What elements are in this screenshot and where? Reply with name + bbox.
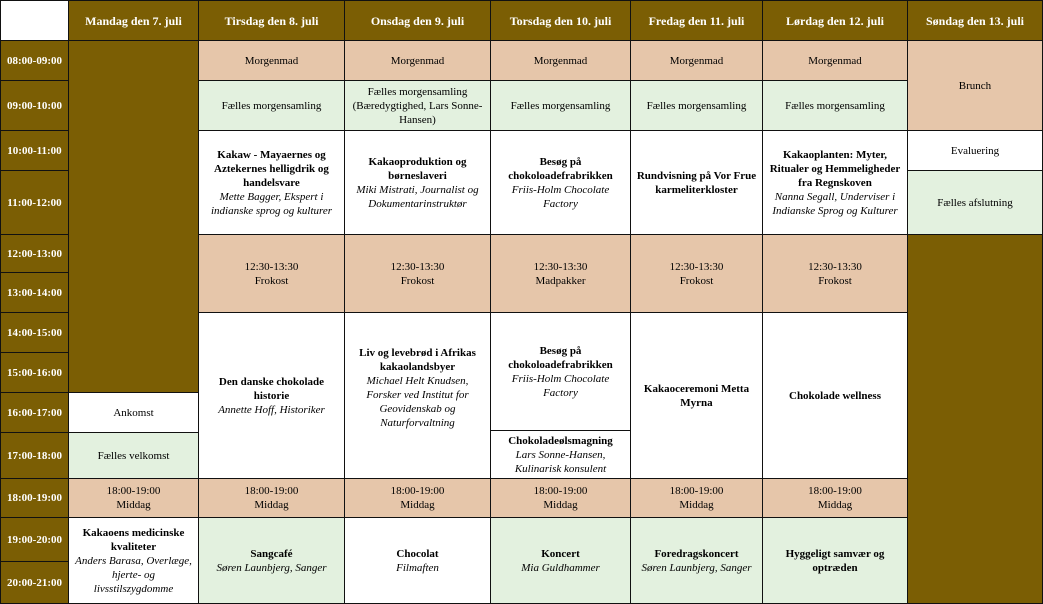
wednesday-lunch — [344, 234, 491, 313]
event-speaker: Mia Guldhammer — [521, 561, 600, 574]
event-title: Koncert — [541, 547, 580, 560]
event-title: Besøg på chokoloadefrabrikken — [508, 155, 613, 182]
tuesday-breakfast: Morgenmad — [198, 40, 345, 81]
event-speaker: Miki Mistrati, Journalist og Dokumentarinstruktør — [356, 183, 479, 210]
time-slot: 10:00-11:00 — [0, 130, 69, 171]
meal-label: Middag — [254, 499, 289, 511]
event-title: Chocolat — [396, 547, 439, 560]
time-slot: 16:00-17:00 — [0, 392, 69, 433]
tuesday-lunch — [198, 234, 345, 313]
event-title: Hyggeligt samvær og optræden — [785, 547, 885, 574]
time-slot: 11:00-12:00 — [0, 170, 69, 235]
wednesday-assembly: Fælles morgensamling (Bæredygtighed, Lars Sonne-Hansen) — [344, 80, 491, 131]
meal-label: Madpakker — [535, 274, 586, 287]
event-speaker: Nanna Segall, Underviser i Indianske Sprog og Kulturer — [772, 190, 898, 217]
time-slot: 17:00-18:00 — [0, 432, 69, 479]
thursday-lunch — [490, 234, 631, 313]
friday-assembly: Fælles morgensamling — [630, 80, 763, 131]
thursday-afternoon-visit — [490, 312, 631, 431]
time-slot: 15:00-16:00 — [0, 352, 69, 393]
sunday-brunch: Brunch — [907, 40, 1043, 131]
meal-label: Frokost — [400, 274, 435, 287]
meal-label: Frokost — [254, 274, 289, 287]
event-speaker: Mette Bagger, Ekspert i indianske sprog og kulturer — [210, 190, 333, 217]
monday-empty-block — [68, 40, 199, 393]
event-speaker: Annette Hoff, Historiker — [218, 403, 325, 416]
thursday-morning-visit — [490, 130, 631, 235]
saturday-breakfast: Morgenmad — [762, 40, 908, 81]
thursday-breakfast: Morgenmad — [490, 40, 631, 81]
day-header-saturday: Lørdag den 12. juli — [762, 0, 908, 41]
sunday-empty-block — [907, 234, 1043, 604]
meal-time: 18:00-19:00 — [390, 485, 445, 497]
monday-velkomst: Fælles velkomst — [68, 432, 199, 479]
monday-ankomst: Ankomst — [68, 392, 199, 433]
event-title: Den danske chokolade historie — [218, 375, 325, 402]
friday-dinner — [630, 478, 763, 518]
time-slot: 12:00-13:00 — [0, 234, 69, 273]
friday-evening — [630, 517, 763, 604]
sunday-evaluering: Evaluering — [907, 130, 1043, 171]
time-slot: 09:00-10:00 — [0, 80, 69, 131]
event-speaker: Filmaften — [396, 561, 439, 574]
meal-time: 18:00-19:00 — [808, 485, 862, 497]
corner-cell — [0, 0, 69, 41]
event-title: Kakaw - Mayaernes og Aztekernes helligdrik og handelsvare — [214, 148, 329, 189]
tuesday-assembly: Fælles morgensamling — [198, 80, 345, 131]
time-slot: 13:00-14:00 — [0, 272, 69, 313]
day-header-wednesday: Onsdag den 9. juli — [344, 0, 491, 41]
wednesday-dinner — [344, 478, 491, 518]
tuesday-afternoon-talk — [198, 312, 345, 479]
event-speaker: Lars Sonne-Hansen, Kulinarisk konsulent — [514, 448, 607, 475]
event-title: Liv og levebrød i Afrikas kakaolandsbyer — [359, 347, 476, 373]
event-title: Kakaoceremoni Metta Myrna — [643, 382, 750, 409]
friday-morning-tour — [630, 130, 763, 235]
monday-dinner — [68, 478, 199, 518]
event-title: Chokolade wellness — [789, 389, 881, 402]
event-title: Foredragskoncert — [654, 547, 739, 560]
meal-time: 12:30-13:30 — [390, 260, 445, 273]
saturday-assembly: Fælles morgensamling — [762, 80, 908, 131]
meal-label: Frokost — [818, 274, 852, 287]
event-title: Kakaoplanten: Myter, Ritualer og Hemmeligheder fra Regnskoven — [769, 148, 901, 189]
event-speaker: Søren Launbjerg, Sanger — [216, 561, 327, 574]
meal-time: 12:30-13:30 — [669, 260, 724, 273]
saturday-lunch — [762, 234, 908, 313]
time-slot: 20:00-21:00 — [0, 561, 69, 604]
time-slot: 19:00-20:00 — [0, 517, 69, 562]
meal-label: Middag — [543, 499, 578, 511]
event-title: Chokoladeølsmagning — [508, 434, 613, 447]
saturday-morning-talk — [762, 130, 908, 235]
friday-lunch — [630, 234, 763, 313]
time-slot: 14:00-15:00 — [0, 312, 69, 353]
meal-label: Middag — [400, 499, 435, 511]
saturday-wellness — [762, 312, 908, 479]
event-title: Kakaoens medicinske kvaliteter — [82, 526, 185, 553]
day-header-monday: Mandag den 7. juli — [68, 0, 199, 41]
thursday-tasting — [490, 430, 631, 479]
sunday-afslutning: Fælles afslutning — [907, 170, 1043, 235]
thursday-evening — [490, 517, 631, 604]
meal-time: 12:30-13:30 — [533, 260, 588, 273]
tuesday-dinner — [198, 478, 345, 518]
meal-time: 18:00-19:00 — [244, 485, 299, 497]
event-title: Sangcafé — [250, 547, 293, 560]
thursday-assembly: Fælles morgensamling — [490, 80, 631, 131]
event-speaker: Friis-Holm Chocolate Factory — [511, 372, 610, 399]
event-speaker: Søren Launbjerg, Sanger — [641, 561, 752, 574]
event-title: Besøg på chokoloadefrabrikken — [508, 344, 613, 371]
day-header-tuesday: Tirsdag den 8. juli — [198, 0, 345, 41]
tuesday-evening — [198, 517, 345, 604]
day-header-friday: Fredag den 11. juli — [630, 0, 763, 41]
event-speaker: Anders Barasa, Overlæge, hjerte- og livsstilszygdomme — [75, 554, 192, 595]
event-title: Kakaoproduktion og børneslaveri — [368, 155, 467, 182]
wednesday-evening — [344, 517, 491, 604]
wednesday-breakfast: Morgenmad — [344, 40, 491, 81]
meal-time: 18:00-19:00 — [669, 485, 724, 497]
saturday-dinner — [762, 478, 908, 518]
time-slot: 08:00-09:00 — [0, 40, 69, 81]
friday-ceremony — [630, 312, 763, 479]
event-speaker: Michael Helt Knudsen, Forsker ved Institut for Geovidenskab og Naturforvaltning — [366, 375, 469, 429]
meal-label: Middag — [116, 499, 151, 511]
wednesday-morning-talk — [344, 130, 491, 235]
meal-time: 12:30-13:30 — [808, 260, 862, 273]
friday-breakfast: Morgenmad — [630, 40, 763, 81]
monday-evening — [68, 517, 199, 604]
meal-time: 12:30-13:30 — [244, 260, 299, 273]
time-slot: 18:00-19:00 — [0, 478, 69, 518]
day-header-thursday: Torsdag den 10. juli — [490, 0, 631, 41]
day-header-sunday: Søndag den 13. juli — [907, 0, 1043, 41]
meal-label: Middag — [817, 499, 853, 511]
meal-label: Middag — [679, 499, 714, 511]
tuesday-morning-talk — [198, 130, 345, 235]
wednesday-afternoon-talk — [344, 312, 491, 479]
thursday-dinner — [490, 478, 631, 518]
event-speaker: Friis-Holm Chocolate Factory — [511, 183, 610, 210]
saturday-evening — [762, 517, 908, 604]
meal-time: 18:00-19:00 — [106, 485, 161, 497]
event-title: Rundvisning på Vor Frue karmeliterkloster — [636, 169, 757, 196]
meal-label: Frokost — [679, 274, 714, 287]
meal-time: 18:00-19:00 — [533, 485, 588, 497]
